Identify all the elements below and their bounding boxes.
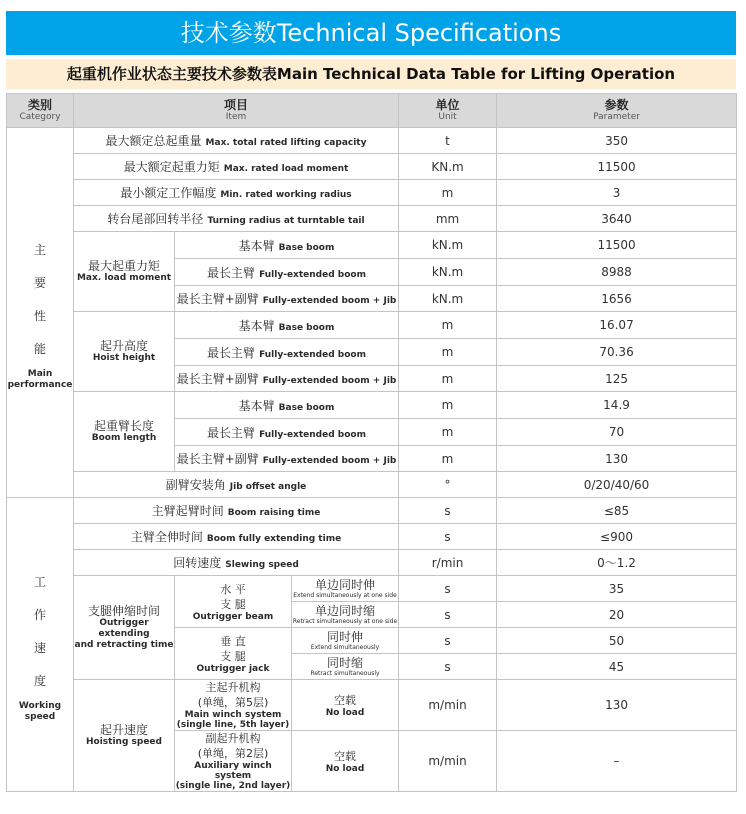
item-cell: 最长主臂+副臂 Fully-extended boom + Jib	[175, 286, 399, 312]
unit-cell: s	[399, 524, 497, 550]
unit-cell: s	[399, 628, 497, 654]
unit-cell: s	[399, 576, 497, 602]
value-cell: 16.07	[497, 312, 737, 339]
group-hoisting-speed: 起升速度 Hoisting speed	[74, 680, 175, 792]
value-cell: 350	[497, 128, 737, 154]
item-cell: 最长主臂 Fully-extended boom	[175, 259, 399, 286]
group-load-moment: 最大起重力矩 Max. load moment	[74, 232, 175, 312]
table-row	[7, 524, 737, 550]
unit-cell: m	[399, 366, 497, 392]
unit-cell: mm	[399, 206, 497, 232]
value-cell: –	[497, 731, 737, 792]
unit-cell: m	[399, 312, 497, 339]
item-cell: 最大额定起重力矩 Max. rated load moment	[74, 154, 399, 180]
item-cell: 基本臂 Base boom	[175, 392, 399, 419]
table-row	[7, 392, 737, 419]
unit-cell: m	[399, 419, 497, 446]
header-unit: 单位 Unit	[399, 94, 497, 128]
value-cell: ≤85	[497, 498, 737, 524]
value-cell: 8988	[497, 259, 737, 286]
unit-cell: r/min	[399, 550, 497, 576]
value-cell: 0/20/40/60	[497, 472, 737, 498]
table-header	[7, 94, 737, 128]
value-cell: 125	[497, 366, 737, 392]
item-cell: 副起升机构 (单绳，第2层) Auxiliary winch system (single line, 2nd layer)	[175, 732, 291, 791]
item-cell: 同时缩 Retract simultaneously	[292, 654, 399, 680]
value-cell: 3640	[497, 206, 737, 232]
item-cell: 主臂起臂时间 Boom raising time	[74, 498, 399, 524]
table-row	[7, 232, 737, 259]
item-cell: 回转速度 Slewing speed	[74, 550, 399, 576]
unit-cell: m/min	[399, 680, 497, 731]
item-cell: 最长主臂+副臂 Fully-extended boom + Jib	[175, 446, 399, 472]
item-cell: 空载 No load	[292, 680, 399, 731]
unit-cell: kN.m	[399, 286, 497, 312]
unit-cell: t	[399, 128, 497, 154]
header-parameter: 参数 Parameter	[497, 94, 737, 128]
group-outrigger: 支腿伸缩时间 Outrigger extending and retracting time	[74, 576, 175, 680]
item-cell: 基本臂 Base boom	[175, 232, 399, 259]
item-cell: 空载 No load	[292, 731, 399, 792]
table-row	[7, 472, 737, 498]
value-cell: 70.36	[497, 339, 737, 366]
unit-cell: m	[399, 446, 497, 472]
value-cell: 14.9	[497, 392, 737, 419]
item-cell: 最长主臂 Fully-extended boom	[175, 339, 399, 366]
item-cell: 主臂全伸时间 Boom fully extending time	[74, 524, 399, 550]
unit-cell: KN.m	[399, 154, 497, 180]
value-cell: 50	[497, 628, 737, 654]
table-row	[7, 498, 737, 524]
item-cell: 最长主臂 Fully-extended boom	[175, 419, 399, 446]
group-boom-length: 起重臂长度 Boom length	[74, 392, 175, 472]
value-cell: 45	[497, 654, 737, 680]
unit-cell: m	[399, 180, 497, 206]
unit-cell: °	[399, 472, 497, 498]
unit-cell: kN.m	[399, 232, 497, 259]
value-cell: 3	[497, 180, 737, 206]
header-item: 项目 Item	[74, 94, 399, 128]
value-cell: 35	[497, 576, 737, 602]
value-cell: 20	[497, 602, 737, 628]
unit-cell: m/min	[399, 731, 497, 792]
item-cell: 单边同时伸 Extend simultaneously at one side	[292, 576, 399, 602]
item-cell: 单边同时缩 Retract simultaneously at one side	[292, 602, 399, 628]
item-cell: 基本臂 Base boom	[175, 312, 399, 339]
spec-table	[6, 93, 737, 792]
unit-cell: m	[399, 339, 497, 366]
table-row	[7, 680, 737, 731]
item-cell: 同时伸 Extend simultaneously	[292, 628, 399, 654]
table-row	[7, 576, 737, 602]
outrigger-beam-label: 水 平 支 腿 Outrigger beam	[175, 576, 292, 628]
table-subtitle: 起重机作业状态主要技术参数表Main Technical Data Table for Lifting Operation	[6, 59, 736, 89]
unit-cell: m	[399, 392, 497, 419]
unit-cell: s	[399, 602, 497, 628]
value-cell: ≤900	[497, 524, 737, 550]
table-row	[7, 180, 737, 206]
category-main-performance: 主 要 性 能 Main performance	[7, 128, 74, 498]
item-cell: 最小额定工作幅度 Min. rated working radius	[74, 180, 399, 206]
value-cell: 11500	[497, 154, 737, 180]
table-row	[7, 154, 737, 180]
unit-cell: s	[399, 498, 497, 524]
table-row	[7, 312, 737, 339]
item-cell: 最大额定总起重量 Max. total rated lifting capacity	[74, 128, 399, 154]
value-cell: 130	[497, 680, 737, 731]
header-category: 类别 Category	[7, 94, 74, 128]
outrigger-jack-label: 垂 直 支 腿 Outrigger jack	[175, 628, 292, 680]
value-cell: 1656	[497, 286, 737, 312]
item-cell: 副臂安装角 Jib offset angle	[74, 472, 399, 498]
page-title: 技术参数Technical Specifications	[6, 11, 736, 55]
value-cell: 0～1.2	[497, 550, 737, 576]
table-row	[7, 550, 737, 576]
value-cell: 70	[497, 419, 737, 446]
table-row	[7, 128, 737, 154]
table-row	[7, 206, 737, 232]
unit-cell: kN.m	[399, 259, 497, 286]
group-hoist-height: 起升高度 Hoist height	[74, 312, 175, 392]
item-cell: 主起升机构 (单绳，第5层) Main winch system (single line, 5th layer)	[175, 680, 292, 731]
unit-cell: s	[399, 654, 497, 680]
item-cell: 最长主臂+副臂 Fully-extended boom + Jib	[175, 366, 399, 392]
category-working-speed: 工 作 速 度 Working speed	[7, 498, 74, 792]
value-cell: 130	[497, 446, 737, 472]
item-cell: 转台尾部回转半径 Turning radius at turntable tail	[74, 206, 399, 232]
value-cell: 11500	[497, 232, 737, 259]
